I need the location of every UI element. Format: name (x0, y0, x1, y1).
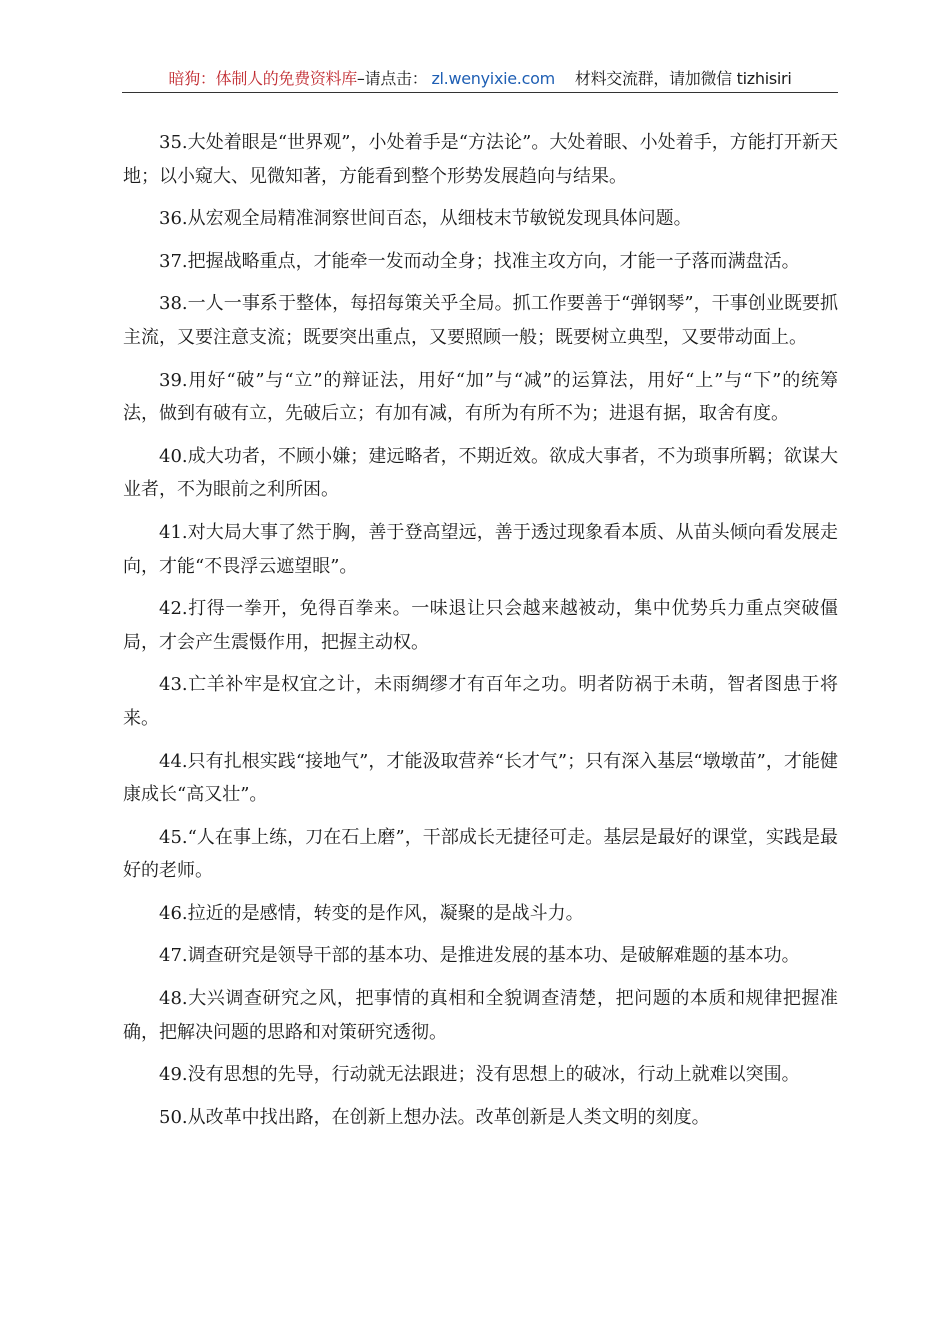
paragraph-41: 41.对大局大事了然于胸，善于登高望远，善于透过现象看本质、从苗头倾向看发展走向，才能“不畏浮云遮望眼”。 (123, 521, 838, 577)
paragraph-49: 49.没有思想的先导，行动就无法跟进；没有思想上的破冰，行动上就难以突围。 (159, 1064, 800, 1086)
paragraph-39: 39.用好“破”与“立”的辩证法，用好“加”与“减”的运算法，用好“上”与“下”的统筹法，做到有破有立，先破后立；有加有减，有所为有所不为；进退有据，取舍有度。 (123, 369, 838, 425)
paragraph-47: 47.调查研究是领导干部的基本功、是推进发展的基本功、是破解难题的基本功。 (159, 945, 800, 967)
paragraph-46: 46.拉近的是感情，转变的是作风，凝聚的是战斗力。 (159, 902, 584, 924)
header-brand: 暗狗：体制人的免费资料库 (168, 69, 357, 88)
paragraph-35: 35.大处着眼是“世界观”，小处着手是“方法论”。大处着眼、小处着手，方能打开新天地；以小窥大、见微知著，方能看到整个形势发展趋向与结果。 (123, 132, 838, 187)
paragraph-48: 48.大兴调查研究之风，把事情的真相和全貌调查清楚，把问题的本质和规律把握准确，把解决问题的思路和对策研究透彻。 (123, 988, 838, 1043)
paragraph-44: 44.只有扎根实践“接地气”，才能汲取营养“长才气”；只有深入基层“墩墩苗”，才能健康成长“高又壮”。 (123, 750, 838, 806)
paragraph-50: 50.从改革中找出路，在创新上想办法。改革创新是人类文明的刻度。 (159, 1106, 710, 1128)
page-header (122, 66, 838, 93)
paragraph-40: 40.成大功者，不顾小嫌；建远略者，不期近效。欲成大事者，不为琐事所羁；欲谋大业者，不为眼前之利所困。 (123, 445, 838, 501)
paragraph-36: 36.从宏观全局精准洞察世间百态，从细枝末节敏锐发现具体问题。 (159, 208, 692, 230)
paragraph-45: 45.“人在事上练，刀在石上磨”，干部成长无捷径可走。基层是最好的课堂，实践是最好的老师。 (123, 826, 838, 882)
document-body (123, 126, 838, 1143)
paragraph-37: 37.把握战略重点，才能牵一发而动全身；找准主攻方向，才能一子落而满盘活。 (159, 250, 800, 272)
header-click-prompt: –请点击： (356, 69, 428, 88)
paragraph-43: 43.亡羊补牢是权宜之计，未雨绸缪才有百年之功。明者防祸于未萌，智者图患于将来。 (123, 674, 838, 729)
header-url-link[interactable]: zl.wenyixie.com (431, 69, 555, 88)
paragraph-42: 42.打得一拳开，免得百拳来。一味退让只会越来越被动，集中优势兵力重点突破僵局，才会产生震慑作用，把握主动权。 (123, 598, 838, 653)
header-contact: 材料交流群，请加微信 tizhisiri (574, 69, 792, 88)
paragraph-38: 38.一人一事系于整体，每招每策关乎全局。抓工作要善于“弹钢琴”，干事创业既要抓主流，又要注意支流；既要突出重点，又要照顾一般；既要树立典型，又要带动面上。 (123, 293, 838, 348)
